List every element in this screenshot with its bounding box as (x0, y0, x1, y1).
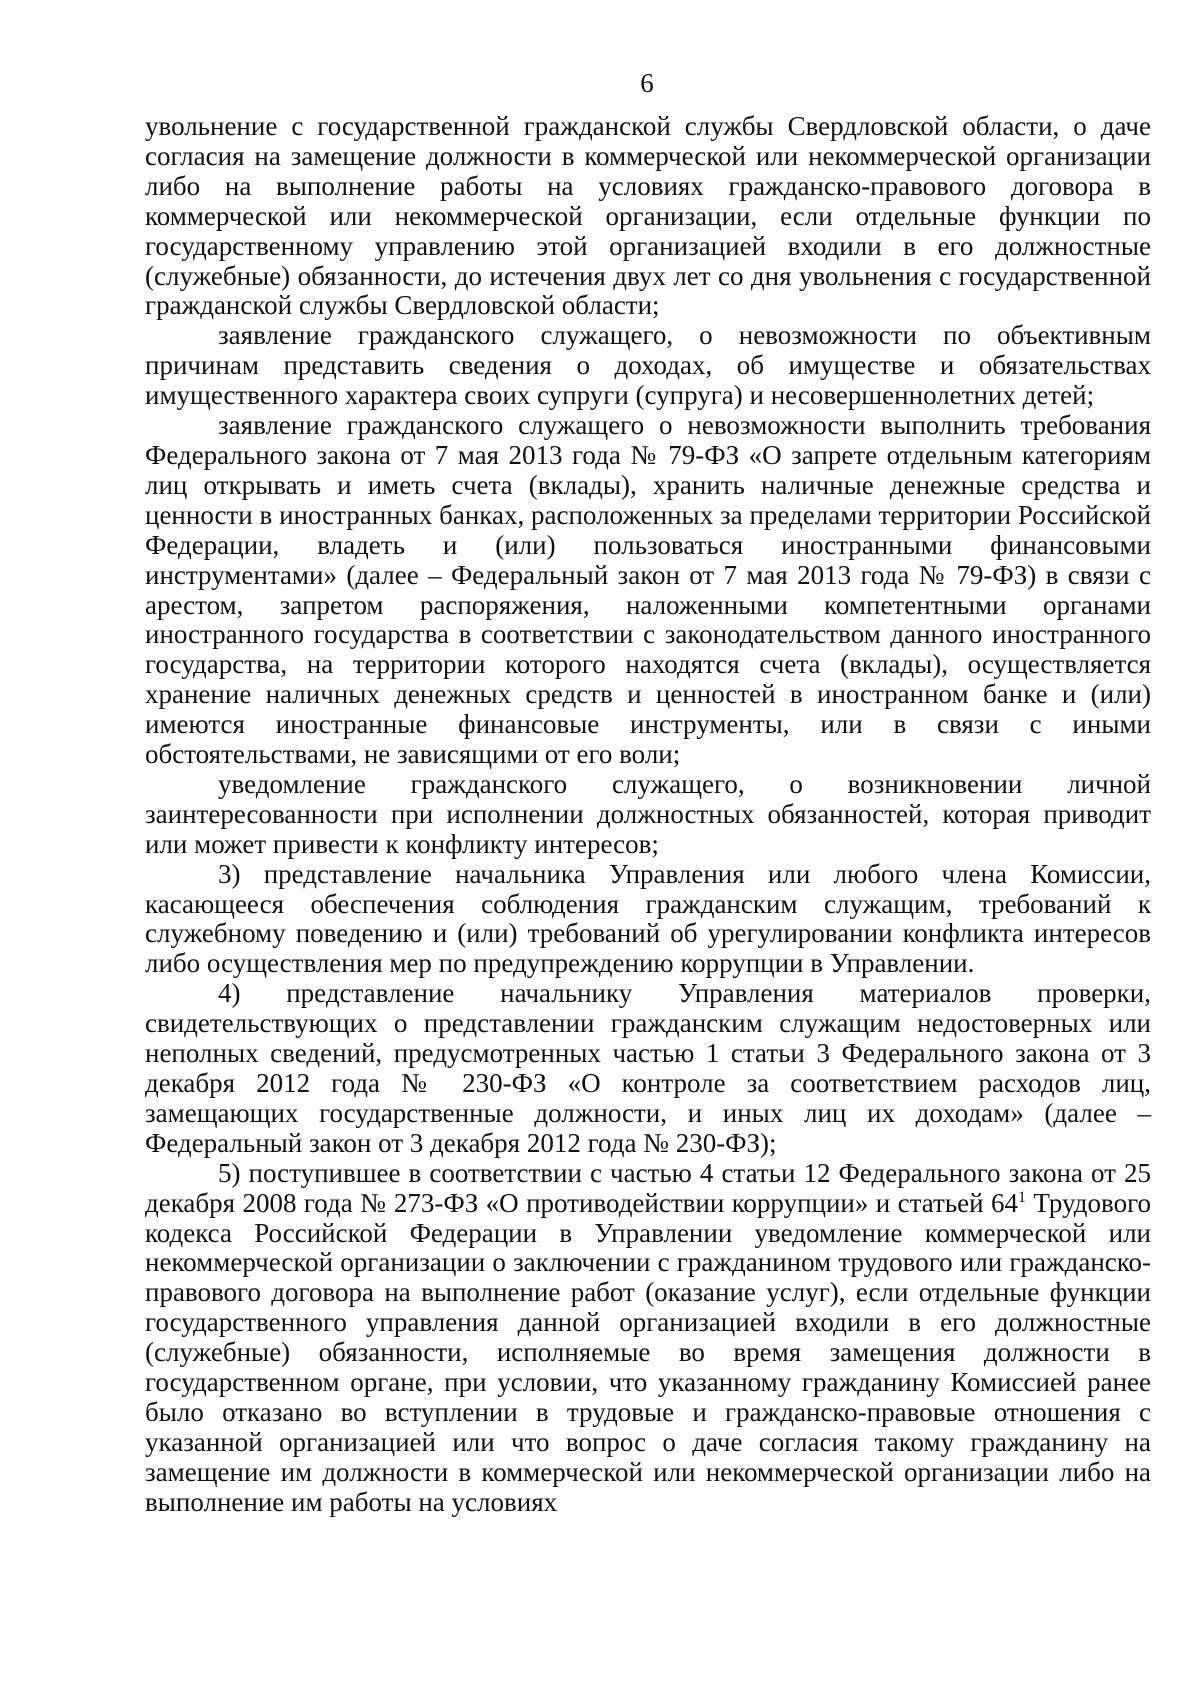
paragraph-statement-foreign-accounts: заявление гражданского служащего о невозможности выполнить требования Федерального закона от 7 мая 2013 года № 79-ФЗ «О запрете отдельным категориям лиц открывать и иметь счета (вклады), хранить наличные денежные средства и ценности в иностранных банках, расположенных за пределами территории Российской Федерации, владеть и (или) пользоваться иностранными финансовыми инструментами» (далее – Федеральный закон от 7 мая 2013 года № 79-ФЗ) в связи с арестом, запретом распоряжения, наложенными компетентными органами иностранного государства в соответствии с законодательством данного иностранного государства, на территории которого находятся счета (вклады), осуществляется хранение наличных денежных средств и ценностей в иностранном банке и (или) имеются иностранные финансовые инструменты, или в связи с иными обстоятельствами, не зависящими от его воли; (145, 410, 1151, 770)
superscript-1: 1 (1017, 1188, 1026, 1206)
document-body (145, 112, 1151, 1518)
paragraph-continuation-dismissal: увольнение с государственной гражданской службы Свердловской области, о даче согласия на замещение должности в коммерческой или некоммерческой организации либо на выполнение работы на условиях гражданско-правового договора в коммерческой или некоммерческой организации, если отдельные функции по государственному управлению этой организацией входили в его должностные (служебные) обязанности, до истечения двух лет со дня увольнения с государственной гражданской службы Свердловской области; (145, 111, 1151, 321)
paragraph-item-5-part-2: Трудового кодекса Российской Федерации в Управлении уведомление коммерческой или некоммерческой организации о заключении с гражданином трудового или гражданско-правового договора на выполнение работ (оказание услуг), если отдельные функции государственного управления данной организацией входили в его должностные (служебные) обязанности, исполняемые во время замещения должности в государственном органе, при условии, что указанному гражданину Комиссией ранее было отказано во вступлении в трудовые и гражданско-правовые отношения с указанной организацией или что вопрос о даче согласия такому гражданину на замещение им должности в коммерческой или некоммерческой организации либо на выполнение им работы на условиях (145, 1187, 1151, 1517)
page-number: 6 (640, 68, 654, 98)
paragraph-notice-conflict-of-interest: уведомление гражданского служащего, о возникновении личной заинтересованности при исполнении должностных обязанностей, которая приводит или может привести к конфликту интересов; (145, 768, 1151, 859)
paragraph-item-3: 3) представление начальника Управления или любого члена Комиссии, касающееся обеспечения соблюдения гражданским служащим, требований к служебному поведению и (или) требований об урегулировании конфликта интересов либо осуществления мер по предупреждению коррупции в Управлении. (145, 858, 1151, 979)
paragraph-statement-income-info: заявление гражданского служащего, о невозможности по объективным причинам представить сведения о доходах, об имуществе и обязательствах имущественного характера своих супруги (супруга) и несовершеннолетних детей; (145, 320, 1151, 411)
paragraph-item-5-part-1: 5) поступившее в соответствии с частью 4 статьи 12 Федерального закона от 25 декабря 2008 года № 273-ФЗ «О противодействии коррупции» и статьей 64 (145, 1157, 1151, 1218)
paragraph-item-4: 4) представление начальнику Управления материалов проверки, свидетельствующих о представлении гражданским служащим недостоверных или неполных сведений, предусмотренных частью 1 статьи 3 Федерального закона от 3 декабря 2012 года № 230-ФЗ «О контроле за соответствием расходов лиц, замещающих государственные должности, и иных лиц их доходам» (далее – Федеральный закон от 3 декабря 2012 года № 230-ФЗ); (145, 978, 1151, 1158)
paragraph-item-5 (145, 1159, 1151, 1518)
